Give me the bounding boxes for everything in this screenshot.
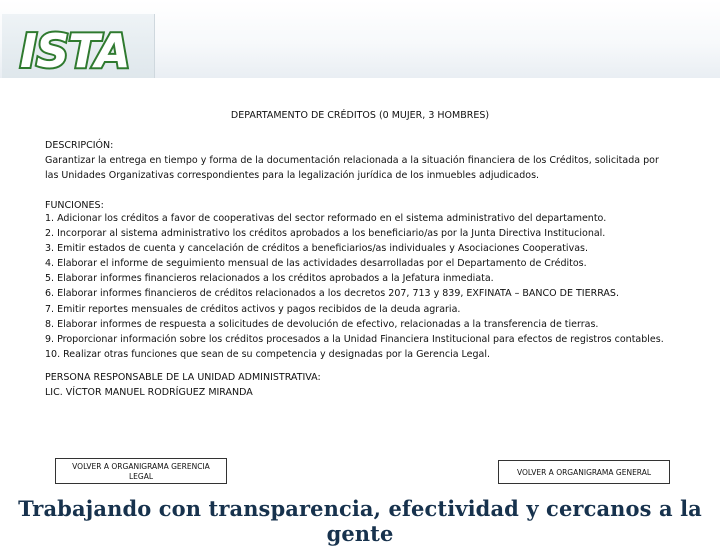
back-to-general-org-chart-button[interactable]: VOLVER A ORGANIGRAMA GENERAL bbox=[498, 460, 670, 484]
description-heading: DESCRIPCIÓN: bbox=[45, 140, 114, 151]
department-title: DEPARTAMENTO DE CRÉDITOS (0 MUJER, 3 HOMBRES) bbox=[230, 110, 490, 121]
responsible-heading: PERSONA RESPONSABLE DE LA UNIDAD ADMINISTRATIVA: bbox=[45, 372, 321, 383]
functions-list bbox=[45, 211, 685, 362]
button-label-line: VOLVER A ORGANIGRAMA GERENCIA bbox=[72, 462, 210, 471]
logo bbox=[2, 14, 155, 78]
function-item: 3. Emitir estados de cuenta y cancelación de créditos a beneficiarios/as individuales y Asociaciones Cooperativas. bbox=[45, 243, 588, 255]
function-item: 9. Proporcionar información sobre los créditos procesados a la Unidad Financiera Institucional para efectos de registros contables. bbox=[45, 333, 664, 345]
function-item: 2. Incorporar al sistema administrativo los créditos aprobados a los beneficiario/as por la Junta Directiva Institucional. bbox=[45, 228, 606, 240]
function-item: 4. Elaborar el informe de seguimiento mensual de las actividades desarrolladas por el Departamento de Créditos. bbox=[45, 258, 587, 270]
function-item: 7. Emitir reportes mensuales de créditos activos y pagos recibidos de la deuda agraria. bbox=[45, 303, 461, 315]
responsible-name: LIC. VÍCTOR MANUEL RODRÍGUEZ MIRANDA bbox=[45, 387, 253, 398]
description-line: las Unidades Organizativas correspondientes para la legalización jurídica de los inmuebles adjudicados. bbox=[45, 170, 540, 181]
footer-slogan: Trabajando con transparencia, efectividad y cercanos a la gente bbox=[18, 496, 702, 546]
function-item: 6. Elaborar informes financieros de créditos relacionados a los decretos 207, 713 y 839, EXFINATA – BANCO DE TIERRAS. bbox=[45, 288, 619, 300]
functions-heading: FUNCIONES: bbox=[45, 200, 104, 211]
function-item: 10. Realizar otras funciones que sean de su competencia y designadas por la Gerencia Legal. bbox=[45, 348, 491, 360]
function-item: 1. Adicionar los créditos a favor de cooperativas del sector reformado en el sistema administrativo del departamento. bbox=[45, 213, 607, 224]
function-item: 5. Elaborar informes financieros relacionados a los créditos aprobados a la Jefatura inmediata. bbox=[45, 273, 494, 285]
description-body bbox=[45, 153, 685, 183]
back-to-legal-org-chart-button[interactable] bbox=[55, 458, 227, 484]
button-label-line: LEGAL bbox=[128, 472, 154, 481]
description-line: Garantizar la entrega en tiempo y forma de la documentación relacionada a la situación financiera de los Créditos, solicitada por bbox=[45, 155, 659, 166]
logo-text: ISTA bbox=[20, 24, 130, 78]
function-item: 8. Elaborar informes de respuesta a solicitudes de devolución de efectivo, relacionadas a la transferencia de tierras. bbox=[45, 318, 599, 330]
